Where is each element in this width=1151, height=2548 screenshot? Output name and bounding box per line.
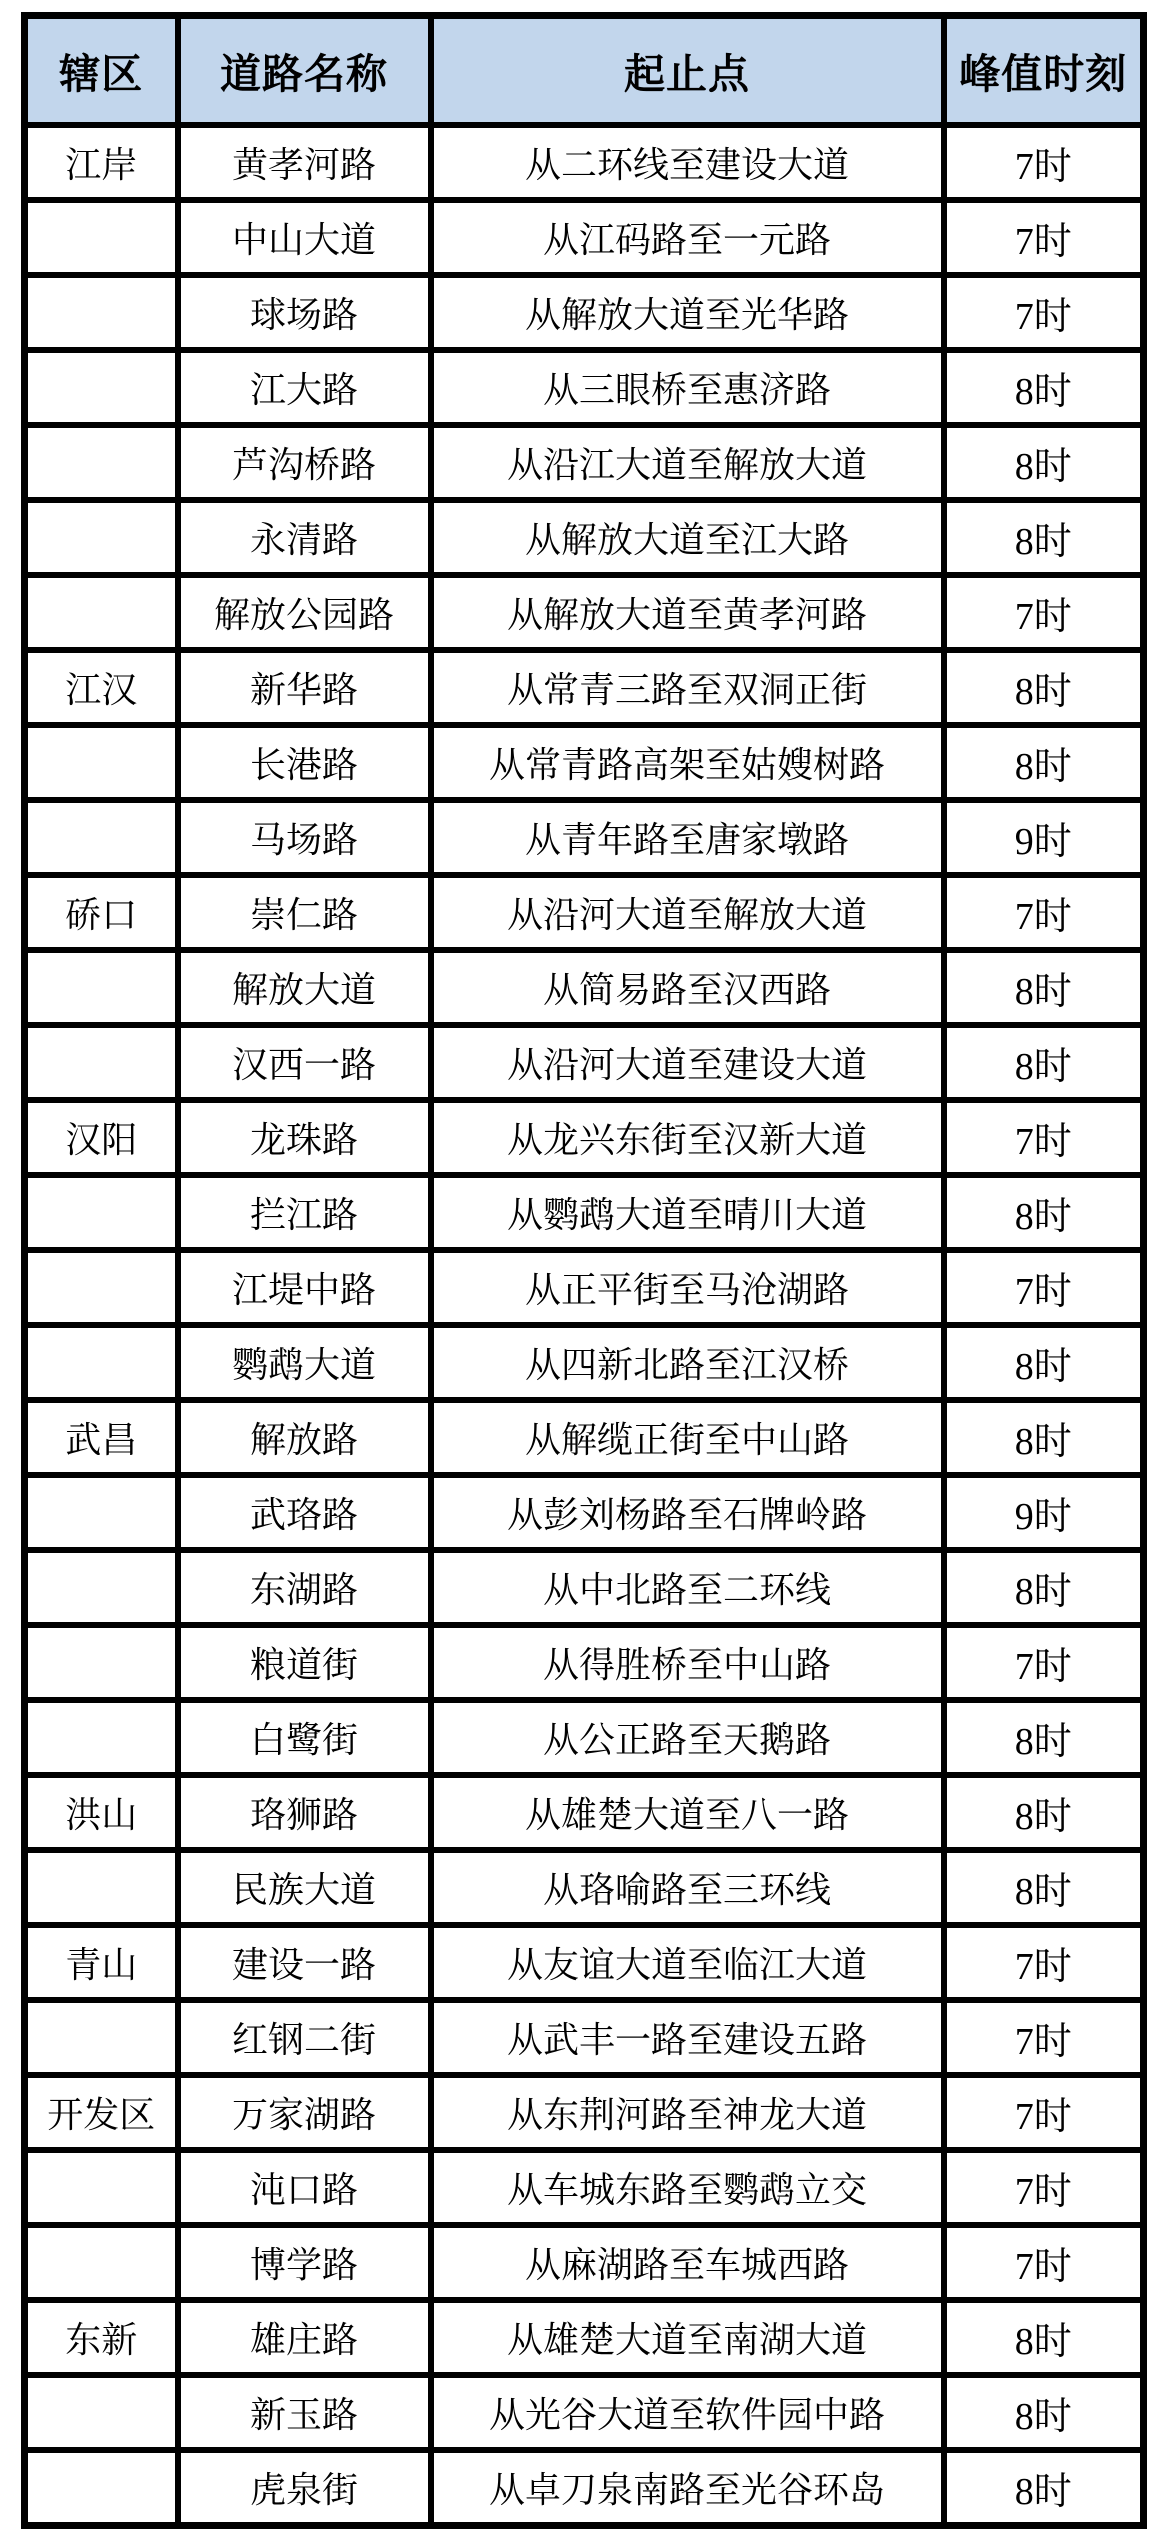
- table-row: [25, 2450, 1144, 2526]
- district-cell: [25, 425, 178, 500]
- peak-cell: 7时: [944, 1625, 1144, 1700]
- table-row: [25, 2225, 1144, 2300]
- road-cell: 崇仁路: [178, 875, 431, 950]
- district-cell: [25, 725, 178, 800]
- district-cell: 硚口: [25, 875, 178, 950]
- peak-cell: 7时: [944, 1250, 1144, 1325]
- extent-cell: 从卓刀泉南路至光谷环岛: [431, 2450, 944, 2526]
- table-row: [25, 1550, 1144, 1625]
- district-cell: [25, 1325, 178, 1400]
- peak-cell: 9时: [944, 800, 1144, 875]
- extent-cell: 从沿河大道至建设大道: [431, 1025, 944, 1100]
- road-cell: 江堤中路: [178, 1250, 431, 1325]
- road-cell: 虎泉街: [178, 2450, 431, 2526]
- peak-cell: 8时: [944, 1175, 1144, 1250]
- peak-cell: 7时: [944, 2150, 1144, 2225]
- table-row: [25, 500, 1144, 575]
- road-cell: 长港路: [178, 725, 431, 800]
- table-row: [25, 200, 1144, 275]
- district-cell: [25, 2375, 178, 2450]
- peak-cell: 8时: [944, 1325, 1144, 1400]
- road-cell: 雄庄路: [178, 2300, 431, 2375]
- table-row: [25, 1925, 1144, 2000]
- extent-cell: 从珞喻路至三环线: [431, 1850, 944, 1925]
- peak-cell: 8时: [944, 1025, 1144, 1100]
- extent-cell: 从江码路至一元路: [431, 200, 944, 275]
- peak-cell: 8时: [944, 1700, 1144, 1775]
- road-cell: 龙珠路: [178, 1100, 431, 1175]
- extent-cell: 从龙兴东街至汉新大道: [431, 1100, 944, 1175]
- road-cell: 沌口路: [178, 2150, 431, 2225]
- table-row: [25, 1325, 1144, 1400]
- peak-traffic-table: [21, 12, 1147, 2529]
- district-cell: [25, 950, 178, 1025]
- peak-cell: 7时: [944, 2075, 1144, 2150]
- district-cell: [25, 800, 178, 875]
- extent-cell: 从常青三路至双洞正街: [431, 650, 944, 725]
- district-cell: 东新: [25, 2300, 178, 2375]
- extent-cell: 从正平街至马沧湖路: [431, 1250, 944, 1325]
- road-cell: 江大路: [178, 350, 431, 425]
- table-row: [25, 2000, 1144, 2075]
- extent-cell: 从雄楚大道至八一路: [431, 1775, 944, 1850]
- table-row: [25, 1250, 1144, 1325]
- table-row: [25, 2300, 1144, 2375]
- road-cell: 万家湖路: [178, 2075, 431, 2150]
- road-cell: 珞狮路: [178, 1775, 431, 1850]
- road-cell: 博学路: [178, 2225, 431, 2300]
- road-cell: 解放路: [178, 1400, 431, 1475]
- district-cell: 洪山: [25, 1775, 178, 1850]
- road-cell: 东湖路: [178, 1550, 431, 1625]
- table-row: [25, 2375, 1144, 2450]
- road-cell: 马场路: [178, 800, 431, 875]
- road-cell: 鹦鹉大道: [178, 1325, 431, 1400]
- road-cell: 芦沟桥路: [178, 425, 431, 500]
- peak-cell: 8时: [944, 1775, 1144, 1850]
- extent-cell: 从友谊大道至临江大道: [431, 1925, 944, 2000]
- extent-cell: 从解放大道至黄孝河路: [431, 575, 944, 650]
- peak-cell: 8时: [944, 1850, 1144, 1925]
- district-cell: 青山: [25, 1925, 178, 2000]
- district-cell: 江岸: [25, 125, 178, 200]
- district-cell: 汉阳: [25, 1100, 178, 1175]
- road-cell: 解放大道: [178, 950, 431, 1025]
- district-cell: [25, 1700, 178, 1775]
- district-cell: [25, 575, 178, 650]
- extent-cell: 从车城东路至鹦鹉立交: [431, 2150, 944, 2225]
- district-cell: 江汉: [25, 650, 178, 725]
- table-row: [25, 425, 1144, 500]
- peak-cell: 7时: [944, 2225, 1144, 2300]
- extent-cell: 从公正路至天鹅路: [431, 1700, 944, 1775]
- district-cell: [25, 1475, 178, 1550]
- peak-cell: 9时: [944, 1475, 1144, 1550]
- col-header-peak: 峰值时刻: [944, 16, 1144, 126]
- table-row: [25, 2150, 1144, 2225]
- table-row: [25, 125, 1144, 200]
- table-row: [25, 1025, 1144, 1100]
- col-header-district: 辖区: [25, 16, 178, 126]
- peak-cell: 8时: [944, 425, 1144, 500]
- extent-cell: 从鹦鹉大道至晴川大道: [431, 1175, 944, 1250]
- road-cell: 民族大道: [178, 1850, 431, 1925]
- district-cell: [25, 500, 178, 575]
- peak-cell: 7时: [944, 275, 1144, 350]
- road-cell: 永清路: [178, 500, 431, 575]
- peak-cell: 7时: [944, 200, 1144, 275]
- extent-cell: 从三眼桥至惠济路: [431, 350, 944, 425]
- extent-cell: 从雄楚大道至南湖大道: [431, 2300, 944, 2375]
- table-row: [25, 1850, 1144, 1925]
- district-cell: [25, 275, 178, 350]
- road-cell: 建设一路: [178, 1925, 431, 2000]
- extent-cell: 从得胜桥至中山路: [431, 1625, 944, 1700]
- col-header-road: 道路名称: [178, 16, 431, 126]
- peak-cell: 8时: [944, 350, 1144, 425]
- extent-cell: 从沿河大道至解放大道: [431, 875, 944, 950]
- peak-cell: 8时: [944, 500, 1144, 575]
- extent-cell: 从彭刘杨路至石牌岭路: [431, 1475, 944, 1550]
- district-cell: 武昌: [25, 1400, 178, 1475]
- peak-cell: 7时: [944, 1100, 1144, 1175]
- district-cell: 开发区: [25, 2075, 178, 2150]
- extent-cell: 从解放大道至江大路: [431, 500, 944, 575]
- peak-cell: 7时: [944, 2000, 1144, 2075]
- extent-cell: 从常青路高架至姑嫂树路: [431, 725, 944, 800]
- peak-cell: 8时: [944, 2300, 1144, 2375]
- col-header-extent: 起止点: [431, 16, 944, 126]
- district-cell: [25, 1250, 178, 1325]
- table-row: [25, 1475, 1144, 1550]
- extent-cell: 从麻湖路至车城西路: [431, 2225, 944, 2300]
- district-cell: [25, 1025, 178, 1100]
- road-cell: 解放公园路: [178, 575, 431, 650]
- peak-cell: 7时: [944, 125, 1144, 200]
- peak-cell: 7时: [944, 575, 1144, 650]
- district-cell: [25, 200, 178, 275]
- extent-cell: 从中北路至二环线: [431, 1550, 944, 1625]
- district-cell: [25, 1625, 178, 1700]
- road-cell: 中山大道: [178, 200, 431, 275]
- table-row: [25, 1700, 1144, 1775]
- road-cell: 汉西一路: [178, 1025, 431, 1100]
- table-row: [25, 350, 1144, 425]
- district-cell: [25, 1850, 178, 1925]
- peak-cell: 8时: [944, 1400, 1144, 1475]
- extent-cell: 从简易路至汉西路: [431, 950, 944, 1025]
- road-cell: 粮道街: [178, 1625, 431, 1700]
- peak-cell: 8时: [944, 725, 1144, 800]
- road-cell: 新华路: [178, 650, 431, 725]
- extent-cell: 从解放大道至光华路: [431, 275, 944, 350]
- district-cell: [25, 1550, 178, 1625]
- table-row: [25, 275, 1144, 350]
- road-cell: 白鹭街: [178, 1700, 431, 1775]
- extent-cell: 从沿江大道至解放大道: [431, 425, 944, 500]
- table-row: [25, 800, 1144, 875]
- road-cell: 黄孝河路: [178, 125, 431, 200]
- road-cell: 红钢二街: [178, 2000, 431, 2075]
- table-row: [25, 650, 1144, 725]
- peak-cell: 8时: [944, 650, 1144, 725]
- header-row: [25, 16, 1144, 126]
- road-cell: 武珞路: [178, 1475, 431, 1550]
- extent-cell: 从武丰一路至建设五路: [431, 2000, 944, 2075]
- table-row: [25, 575, 1144, 650]
- table-row: [25, 1625, 1144, 1700]
- peak-cell: 7时: [944, 875, 1144, 950]
- table-row: [25, 950, 1144, 1025]
- district-cell: [25, 2225, 178, 2300]
- peak-cell: 8时: [944, 2375, 1144, 2450]
- extent-cell: 从解缆正街至中山路: [431, 1400, 944, 1475]
- road-cell: 新玉路: [178, 2375, 431, 2450]
- table-body: [25, 125, 1144, 2526]
- peak-cell: 7时: [944, 1925, 1144, 2000]
- extent-cell: 从青年路至唐家墩路: [431, 800, 944, 875]
- table-row: [25, 1100, 1144, 1175]
- table-row: [25, 875, 1144, 950]
- road-cell: 拦江路: [178, 1175, 431, 1250]
- district-cell: [25, 2150, 178, 2225]
- table-row: [25, 1775, 1144, 1850]
- extent-cell: 从东荆河路至神龙大道: [431, 2075, 944, 2150]
- table-row: [25, 1175, 1144, 1250]
- road-cell: 球场路: [178, 275, 431, 350]
- peak-cell: 8时: [944, 2450, 1144, 2526]
- district-cell: [25, 2450, 178, 2526]
- table-row: [25, 1400, 1144, 1475]
- extent-cell: 从四新北路至江汉桥: [431, 1325, 944, 1400]
- district-cell: [25, 350, 178, 425]
- table-row: [25, 2075, 1144, 2150]
- extent-cell: 从光谷大道至软件园中路: [431, 2375, 944, 2450]
- extent-cell: 从二环线至建设大道: [431, 125, 944, 200]
- peak-cell: 8时: [944, 1550, 1144, 1625]
- district-cell: [25, 2000, 178, 2075]
- table-row: [25, 725, 1144, 800]
- peak-cell: 8时: [944, 950, 1144, 1025]
- district-cell: [25, 1175, 178, 1250]
